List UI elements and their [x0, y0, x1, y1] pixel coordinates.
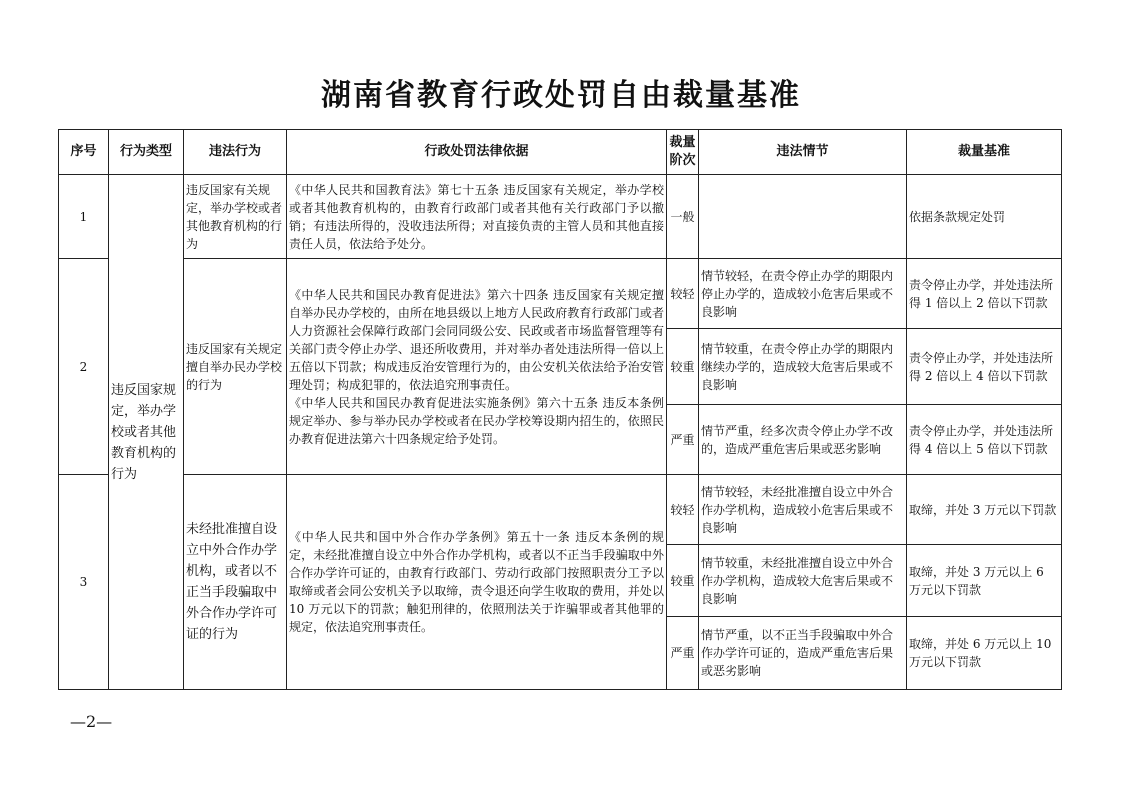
row-circumstance: 情节严重，以不正当手段骗取中外合作办学许可证的，造成严重危害后果或恶劣影响	[699, 617, 907, 690]
row-legal-basis: 《中华人民共和国民办教育促进法》第六十四条 违反国家有关规定擅自举办民办学校的，由所在地县级以上地方人民政府教育行政部门或者人力资源社会保障行政部门会同同级公安、民政或者市场监督管理等有关部门责令停止办学、退还所收费用，并对举办者处违法所得一倍以上五倍以下罚款；构成违反治安管理行为的，由公安机关依法给予治安管理处罚；构成犯罪的，依法追究刑事责任。 《中华人民共和国民办教育促进法实施条例》第六十五条 违反本条例规定举办、参与举办民办学校或者在民办学校筹设期内招生的，依照民办教育促进法第六十四条规定给予处罚。	[287, 259, 667, 475]
row-circumstance: 情节较轻，在责令停止办学的期限内停止办学的，造成较小危害后果或不良影响	[699, 259, 907, 329]
page-title: 湖南省教育行政处罚自由裁量基准	[321, 78, 801, 113]
header-illegal-act: 违法行为	[184, 130, 287, 175]
row-legal-basis: 《中华人民共和国中外合作办学条例》第五十一条 违反本条例的规定，未经批准擅自设立中外合作办学机构，或者以不正当手段骗取中外合作办学许可证的，由教育行政部门、劳动行政部门按照职责分工予以取缔或者会同公安机关予以取缔，责令退还向学生收取的费用，并处以 10 万元以下的罚款；触犯刑律的，依照刑法关于诈骗罪或者其他罪的规定，依法追究刑事责任。	[287, 475, 667, 690]
row-illegal-act: 违反国家有关规定擅自举办民办学校的行为	[184, 259, 287, 475]
row-level: 一般	[667, 175, 699, 259]
header-behavior-type: 行为类型	[109, 130, 184, 175]
row-seq: 3	[59, 475, 109, 690]
row-standard: 责令停止办学，并处违法所得 4 倍以上 5 倍以下罚款	[907, 405, 1062, 475]
row-standard: 取缔，并处 3 万元以下罚款	[907, 475, 1062, 545]
header-circumstance: 违法情节	[699, 130, 907, 175]
page-number: —2—	[70, 712, 113, 731]
penalty-table	[58, 129, 1062, 690]
row-level: 较轻	[667, 259, 699, 329]
row-level: 较重	[667, 329, 699, 405]
header-level	[667, 130, 699, 175]
table-row	[59, 475, 1062, 545]
row-circumstance: 情节较重，在责令停止办学的期限内继续办学的，造成较大危害后果或不良影响	[699, 329, 907, 405]
row-illegal-act: 违反国家有关规定，举办学校或者其他教育机构的行为	[184, 175, 287, 259]
table-row	[59, 175, 1062, 259]
row-circumstance: 情节严重，经多次责令停止办学不改的，造成严重危害后果或恶劣影响	[699, 405, 907, 475]
header-seq: 序号	[59, 130, 109, 175]
row-legal-basis: 《中华人民共和国教育法》第七十五条 违反国家有关规定，举办学校或者其他教育机构的，由教育行政部门或者其他有关行政部门予以撤销；有违法所得的，没收违法所得；对直接负责的主管人员和其他直接责任人员，依法给予处分。	[287, 175, 667, 259]
row-standard: 取缔，并处 3 万元以上 6 万元以下罚款	[907, 545, 1062, 617]
row-standard: 责令停止办学，并处违法所得 2 倍以上 4 倍以下罚款	[907, 329, 1062, 405]
row-standard: 取缔，并处 6 万元以上 10 万元以下罚款	[907, 617, 1062, 690]
row-seq: 1	[59, 175, 109, 259]
row-level: 严重	[667, 617, 699, 690]
table-header-row	[59, 130, 1062, 175]
header-level-line1: 裁量	[669, 135, 696, 150]
header-legal-basis: 行政处罚法律依据	[287, 130, 667, 175]
row-standard: 依据条款规定处罚	[907, 175, 1062, 259]
row-illegal-act: 未经批准擅自设立中外合作办学机构，或者以不正当手段骗取中外合作办学许可证的行为	[184, 475, 287, 690]
row-level: 严重	[667, 405, 699, 475]
row-circumstance: 情节较轻，未经批准擅自设立中外合作办学机构，造成较小危害后果或不良影响	[699, 475, 907, 545]
row-seq: 2	[59, 259, 109, 475]
row-standard: 责令停止办学，并处违法所得 1 倍以上 2 倍以下罚款	[907, 259, 1062, 329]
header-level-line2: 阶次	[669, 153, 696, 168]
row-level: 较轻	[667, 475, 699, 545]
header-standard: 裁量基准	[907, 130, 1062, 175]
row-circumstance: 情节较重，未经批准擅自设立中外合作办学机构，造成较大危害后果或不良影响	[699, 545, 907, 617]
row-circumstance	[699, 175, 907, 259]
row-level: 较重	[667, 545, 699, 617]
behavior-type-cell: 违反国家规定，举办学校或者其他教育机构的行为	[109, 175, 184, 690]
table-row	[59, 259, 1062, 329]
